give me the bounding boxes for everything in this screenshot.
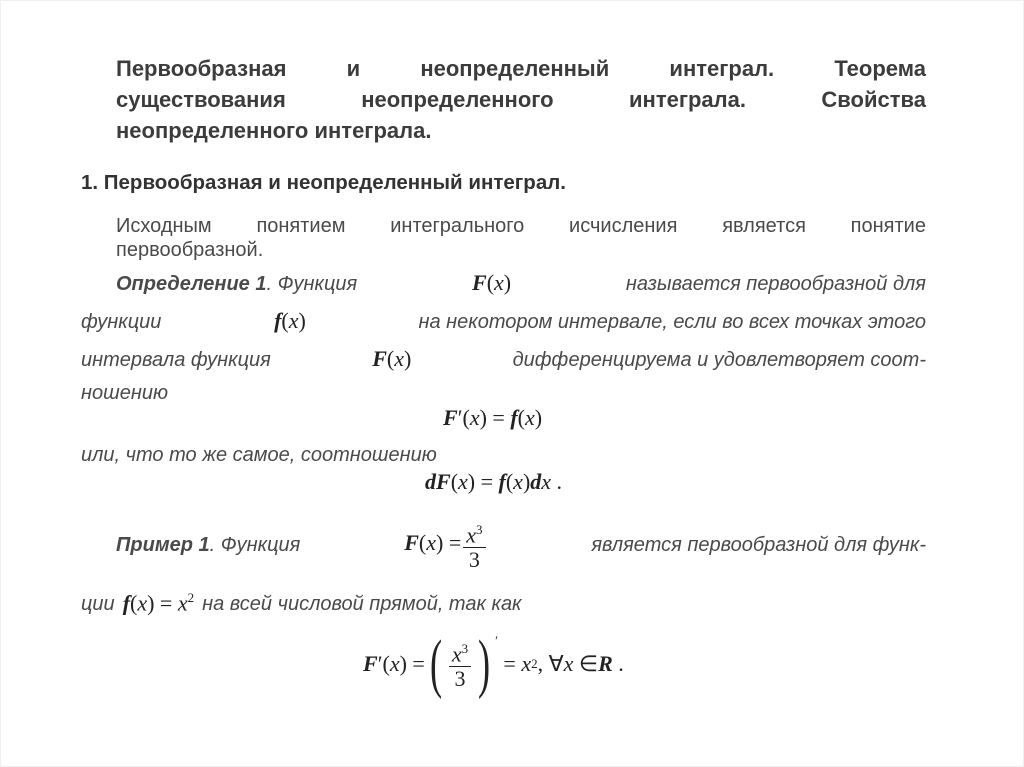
intro-line-1: Исходным понятием интегрального исчисления является понятие [116, 215, 926, 237]
example-label: Пример 1 [116, 534, 210, 556]
section-heading: 1. Первообразная и неопределенный интеграл. [81, 171, 566, 194]
definition-label: Определение 1 [116, 273, 267, 295]
definition-line-2: функции f(x) на некотором интервале, если во всех точках этого [81, 308, 926, 333]
formula-f-of-x: f(x) [274, 308, 306, 333]
slide-title [116, 53, 926, 146]
definition-line-3: интервала функция F(x) дифференцируема и удовлетворяет соот- [81, 346, 926, 371]
intro-line-2: первообразной. [116, 239, 264, 261]
formula-derivative: F′(x) = f(x) [443, 405, 543, 430]
example-line-1: Пример 1. Функция F(x) = $\frac{x^3}{3}$ является первообразной для функ- [116, 515, 926, 575]
title-line-1: Первообразная и неопределенный интеграл. Теорема [116, 56, 926, 81]
formula-differential: dF(x) = f(x)dx . [425, 469, 563, 494]
or-text: или, что то же самое, соотношению [81, 444, 437, 466]
formula-derivative-example: F ′ ( x ) = ( $\frac{x^3}{3}$ ) ′ = x 2 , ∀ x ∈ R . [363, 627, 624, 700]
formula-F-equals-x3-over-3: F(x) = $\frac{x^3}{3}$ [404, 518, 487, 572]
formula-F-of-x: F(x) [472, 270, 512, 295]
intro-paragraph [116, 214, 926, 262]
formula-f-equals-x2: $f(x) = x^2$ [122, 590, 195, 616]
definition-line-4: ношению [81, 382, 169, 404]
definition-line-1: Определение 1. Функция F(x) называется первообразной для [116, 270, 926, 295]
title-line-3: неопределенного интеграла. [116, 118, 432, 143]
title-line-2: существования неопределенного интеграла. Свойства [116, 87, 926, 112]
example-line-2: ции $f(x) = x^2$ на всей числовой прямой, так как [81, 586, 522, 616]
formula-F-of-x-2: F(x) [372, 346, 412, 371]
